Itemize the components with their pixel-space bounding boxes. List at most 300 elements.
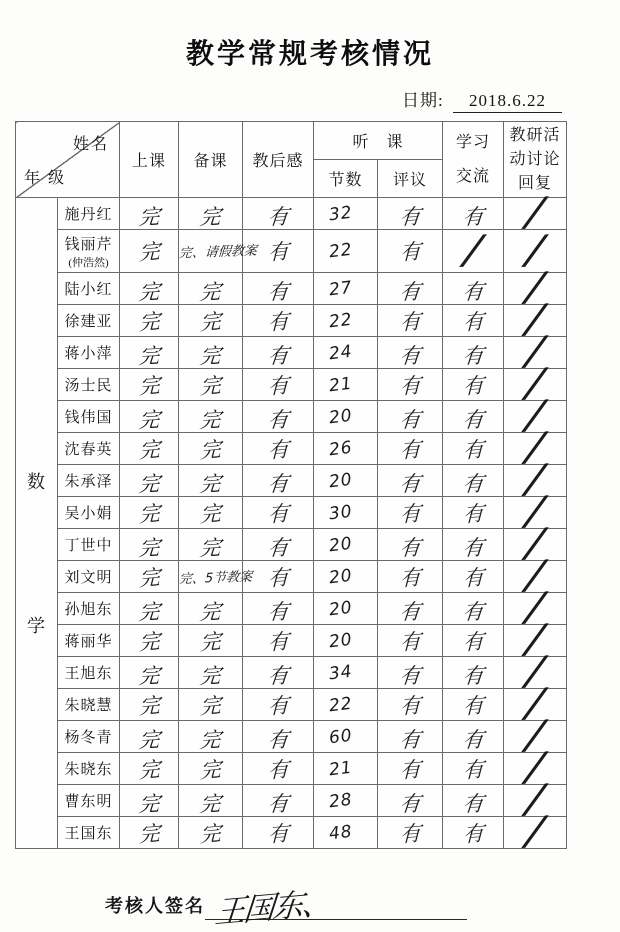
beike-cell: [179, 785, 243, 817]
shangke-cell: [120, 721, 179, 753]
grade-char-xue: 学: [27, 616, 46, 636]
pingyi-cell: [378, 689, 443, 721]
table-row: [16, 497, 567, 529]
date-label: 日期:: [402, 91, 444, 110]
hw-jieshu: 32: [327, 202, 354, 225]
jiaohougan-cell: [243, 817, 314, 849]
jiaoliu-cell: [443, 561, 504, 593]
hw-jieshu: 60: [327, 725, 354, 748]
jieshu-cell: [314, 689, 378, 721]
huifu-cell: [504, 657, 567, 689]
beike-cell: [179, 465, 243, 497]
hw-jiaohougan: 有: [266, 726, 290, 753]
slash-mark: ╱: [519, 368, 551, 401]
hw-jieshu: 22: [327, 239, 354, 263]
pingyi-cell: [378, 657, 443, 689]
hw-jiaohougan: 有: [266, 598, 290, 625]
jiaoliu-cell: [443, 401, 504, 433]
table-row: [16, 230, 567, 273]
corner-label-grade: 年 级: [24, 170, 67, 187]
table-row: [16, 198, 567, 230]
teacher-name: 王国东: [64, 826, 113, 842]
shangke-cell: [120, 433, 179, 465]
hw-pingyi: 有: [398, 534, 422, 561]
teacher-name: 钱丽芹: [64, 236, 113, 253]
slash-mark: ╱: [519, 464, 551, 497]
teacher-name: 沈春英: [64, 442, 113, 458]
huifu-cell: [504, 433, 567, 465]
beike-cell: [179, 401, 243, 433]
hw-jiaoliu: 有: [462, 372, 484, 399]
jieshu-cell: [314, 657, 378, 689]
hw-shangke: 完: [138, 820, 160, 847]
shangke-cell: [120, 401, 179, 433]
name-cell: [58, 401, 120, 433]
name-cell: [58, 305, 120, 337]
teacher-name: 丁世中: [64, 538, 113, 554]
jiaohougan-cell: [243, 657, 314, 689]
beike-cell: [179, 337, 243, 369]
hw-pingyi: 有: [398, 278, 422, 305]
table-row: [16, 625, 567, 657]
grade-vertical-label: [16, 408, 57, 638]
pingyi-cell: [378, 721, 443, 753]
date-row: [0, 86, 562, 113]
teacher-name: 朱承泽: [64, 474, 113, 490]
beike-cell: [179, 593, 243, 625]
teacher-name: 孙旭东: [64, 602, 113, 618]
huifu-cell: [504, 465, 567, 497]
hw-pingyi: 有: [399, 308, 421, 335]
shangke-cell: [120, 785, 179, 817]
pingyi-cell: [378, 433, 443, 465]
hw-pingyi: 有: [399, 628, 421, 655]
name-cell: [58, 561, 120, 593]
hw-pingyi: 有: [399, 436, 421, 463]
hw-beike: 完: [199, 372, 222, 399]
jiaohougan-cell: [243, 198, 314, 230]
hw-pingyi: 有: [399, 756, 421, 783]
huifu-cell: [504, 369, 567, 401]
slash-mark: ╱: [519, 688, 551, 721]
jiaoliu-cell: [443, 369, 504, 401]
shangke-cell: [120, 305, 179, 337]
slash-mark: ╱: [519, 197, 551, 230]
hw-beike: 完: [199, 820, 222, 847]
huifu-cell: [504, 625, 567, 657]
beike-cell: [179, 625, 243, 657]
hw-beike: 完: [199, 436, 222, 463]
hw-beike: 完: [198, 342, 222, 369]
jiaohougan-cell: [243, 785, 314, 817]
slash-mark: ╱: [519, 816, 551, 849]
slash-mark: ╱: [519, 400, 551, 433]
name-cell: [58, 497, 120, 529]
slash-mark: ╱: [519, 560, 551, 593]
hw-jiaohougan: 有: [267, 564, 289, 591]
hw-jieshu: 20: [327, 565, 354, 588]
beike-cell: [179, 753, 243, 785]
shangke-cell: [120, 689, 179, 721]
teacher-name: 刘文明: [64, 570, 113, 586]
hw-jiaoliu: 有: [461, 662, 485, 689]
hw-jiaoliu: 有: [461, 598, 485, 625]
huifu-cell: [504, 561, 567, 593]
name-cell: [58, 753, 120, 785]
hw-jieshu: 20: [327, 597, 354, 620]
hw-shangke: 完: [137, 598, 161, 625]
hw-jiaoliu: 有: [462, 628, 484, 655]
jieshu-cell: [314, 465, 378, 497]
shangke-cell: [120, 198, 179, 230]
name-cell: [58, 465, 120, 497]
hw-shangke: 完: [137, 406, 161, 433]
hw-shangke: 完: [137, 790, 161, 817]
jiaoliu-cell: [443, 593, 504, 625]
hw-jieshu: 28: [327, 789, 354, 812]
hw-beike: 完、5节教案: [178, 569, 253, 587]
huifu-cell: [504, 305, 567, 337]
name-cell: [58, 689, 120, 721]
pingyi-cell: [378, 273, 443, 305]
jiaoliu-cell: [443, 529, 504, 561]
hw-jiaohougan: 有: [266, 342, 290, 369]
hw-pingyi: 有: [399, 239, 421, 265]
name-cell: [58, 273, 120, 305]
hw-beike: 完: [198, 534, 222, 561]
shangke-cell: [120, 497, 179, 529]
hw-jiaohougan: 有: [266, 406, 290, 433]
table-row: [16, 337, 567, 369]
huifu-cell: [504, 753, 567, 785]
signature-handwriting: 王国东、: [213, 884, 333, 932]
hw-beike: 完: [198, 203, 222, 230]
hw-pingyi: 有: [398, 662, 422, 689]
beike-cell: [179, 689, 243, 721]
pingyi-cell: [378, 593, 443, 625]
jiaohougan-cell: [243, 689, 314, 721]
slash-mark: ╱: [519, 432, 551, 465]
table-row: [16, 721, 567, 753]
teacher-name: 施丹红: [64, 207, 113, 223]
pingyi-cell: [378, 305, 443, 337]
hw-beike: 完: [198, 598, 222, 625]
hw-beike: 完: [198, 790, 222, 817]
name-cell: [58, 433, 120, 465]
pingyi-cell: [378, 369, 443, 401]
hw-beike: 完: [199, 500, 222, 527]
shangke-cell: [120, 230, 179, 273]
jiaohougan-cell: [243, 273, 314, 305]
beike-cell: [179, 497, 243, 529]
hw-shangke: 完: [138, 436, 160, 463]
hw-jiaohougan: 有: [266, 534, 290, 561]
pingyi-cell: [378, 625, 443, 657]
hw-beike: 完: [199, 308, 222, 335]
jiaoliu-cell: [443, 689, 504, 721]
hw-jieshu: 22: [327, 693, 354, 716]
jieshu-cell: [314, 785, 378, 817]
slash-mark: ╱: [519, 656, 551, 689]
hw-shangke: 完: [137, 662, 161, 689]
huifu-cell: [504, 401, 567, 433]
jieshu-cell: [314, 721, 378, 753]
hw-shangke: 完: [138, 500, 160, 527]
hw-beike: 完: [198, 726, 222, 753]
jiaohougan-cell: [243, 753, 314, 785]
jiaohougan-cell: [243, 593, 314, 625]
table-row: [16, 817, 567, 849]
jieshu-cell: [314, 625, 378, 657]
hw-pingyi: 有: [398, 598, 422, 625]
hw-pingyi: 有: [399, 564, 421, 591]
table-row: [16, 753, 567, 785]
jieshu-cell: [314, 273, 378, 305]
hw-pingyi: 有: [398, 342, 422, 369]
hw-shangke: 完: [137, 534, 161, 561]
huifu-cell: [504, 817, 567, 849]
hw-jiaohougan: 有: [266, 470, 290, 497]
jieshu-cell: [314, 561, 378, 593]
jiaohougan-cell: [243, 721, 314, 753]
beike-cell: [179, 305, 243, 337]
corner-label-name: 姓名: [72, 136, 109, 153]
jiaoliu-cell: [443, 273, 504, 305]
shangke-cell: [120, 561, 179, 593]
slash-mark: ╱: [519, 720, 551, 753]
hw-jiaoliu: 有: [462, 564, 484, 591]
jiaohougan-cell: [243, 625, 314, 657]
table-row: [16, 785, 567, 817]
hw-jiaohougan: 有: [266, 203, 290, 230]
jieshu-cell: [314, 593, 378, 625]
teacher-name: 曹东明: [64, 794, 113, 810]
pingyi-cell: [378, 753, 443, 785]
teacher-name: 杨冬青: [64, 730, 113, 746]
huifu-cell: [504, 529, 567, 561]
hw-beike: 完: [199, 756, 222, 783]
hw-shangke: 完: [138, 308, 160, 335]
name-cell: [58, 721, 120, 753]
pingyi-cell: [378, 465, 443, 497]
jiaoliu-cell: [443, 433, 504, 465]
table-row: [16, 657, 567, 689]
teacher-name: 陆小红: [64, 282, 113, 298]
beike-cell: [178, 561, 253, 593]
huifu-cell: [504, 593, 567, 625]
hw-pingyi: 有: [398, 790, 422, 817]
hw-jiaohougan: 有: [267, 372, 289, 399]
grade-merged-cell: [16, 198, 58, 849]
slash-mark: ╱: [519, 234, 551, 268]
hw-jiaoliu: 有: [461, 470, 485, 497]
hw-shangke: 完: [137, 470, 161, 497]
jiaoliu-cell: [443, 817, 504, 849]
shangke-cell: [120, 753, 179, 785]
beike-cell: [179, 817, 243, 849]
huifu-cell: [504, 198, 567, 230]
hw-jiaohougan: 有: [267, 628, 289, 655]
slash-mark: ╱: [519, 528, 551, 561]
col-header-shangke: 上课: [120, 122, 179, 198]
hw-jiaohougan: 有: [266, 662, 290, 689]
hw-jieshu: 20: [327, 629, 354, 652]
col-header-jieshu: 节数: [314, 160, 378, 198]
pingyi-cell: [378, 497, 443, 529]
slash-mark: ╱: [519, 784, 551, 817]
hw-jiaohougan: 有: [266, 790, 290, 817]
hw-pingyi: 有: [398, 203, 422, 230]
pingyi-cell: [378, 401, 443, 433]
name-cell: [58, 198, 120, 230]
jiaoliu-cell: [443, 198, 504, 230]
hw-jiaoliu: 有: [461, 406, 485, 433]
jiaoliu-cell: [443, 230, 504, 273]
hw-jiaohougan: 有: [267, 436, 289, 463]
hw-shangke: 完: [138, 564, 160, 591]
hw-pingyi: 有: [399, 372, 421, 399]
hw-jiaohougan: 有: [267, 500, 289, 527]
slash-mark: ╱: [519, 336, 551, 369]
hw-jiaohougan: 有: [266, 278, 290, 305]
hw-jieshu: 30: [327, 501, 354, 524]
beike-cell: [179, 198, 243, 230]
hw-shangke: 完: [138, 756, 160, 783]
hw-jiaoliu: 有: [461, 203, 485, 230]
huifu-cell: [504, 689, 567, 721]
hw-shangke: 完: [137, 203, 161, 230]
teacher-name: 蒋丽华: [64, 634, 113, 650]
shangke-cell: [120, 817, 179, 849]
jiaohougan-cell: [243, 561, 314, 593]
hw-pingyi: 有: [399, 692, 421, 719]
jieshu-cell: [314, 497, 378, 529]
hw-jiaohougan: 有: [267, 756, 289, 783]
beike-cell: [179, 369, 243, 401]
pingyi-cell: [378, 817, 443, 849]
hw-jieshu: 48: [327, 821, 354, 844]
hw-pingyi: 有: [399, 820, 421, 847]
jiaoliu-cell: [443, 785, 504, 817]
teacher-name: 朱晓慧: [64, 698, 113, 714]
jiaoliu-cell: [443, 497, 504, 529]
jiaoliu-cell: [443, 337, 504, 369]
jiaohougan-cell: [243, 465, 314, 497]
grade-char-shu: 数: [27, 472, 46, 492]
hw-jiaoliu: 有: [461, 726, 485, 753]
corner-diagonal-cell: [16, 122, 120, 198]
hw-jiaoliu: 有: [461, 278, 485, 305]
hw-jiaoliu: 有: [462, 308, 484, 335]
hw-shangke: 完: [137, 726, 161, 753]
shangke-cell: [120, 273, 179, 305]
jieshu-cell: [314, 817, 378, 849]
hw-jieshu: 34: [327, 661, 354, 684]
hw-beike: 完、请假教案: [178, 243, 258, 262]
jiaohougan-cell: [243, 401, 314, 433]
pingyi-cell: [378, 785, 443, 817]
hw-beike: 完: [198, 470, 222, 497]
name-cell: [58, 625, 120, 657]
jieshu-cell: [314, 198, 378, 230]
col-header-tingke: 听 课: [314, 122, 443, 160]
name-cell: [58, 337, 120, 369]
jieshu-cell: [314, 230, 378, 273]
col-header-pingyi: 评议: [378, 160, 443, 198]
jiaoliu-cell: [443, 753, 504, 785]
hw-beike: 完: [198, 406, 222, 433]
shangke-cell: [120, 657, 179, 689]
hw-shangke: 完: [137, 278, 161, 305]
jieshu-cell: [314, 305, 378, 337]
hw-jiaohougan: 有: [267, 308, 289, 335]
beike-cell: [179, 273, 243, 305]
hw-jiaoliu: 有: [461, 790, 485, 817]
huifu-cell: [504, 721, 567, 753]
hw-pingyi: 有: [398, 470, 422, 497]
table-row: [16, 529, 567, 561]
jieshu-cell: [314, 433, 378, 465]
hw-shangke: 完: [138, 628, 160, 655]
date-value: 2018.6.22: [453, 91, 562, 113]
hw-jiaoliu: 有: [462, 820, 484, 847]
name-cell: [58, 657, 120, 689]
hw-jieshu: 21: [327, 757, 354, 780]
hw-jieshu: 20: [327, 405, 354, 428]
hw-beike: 完: [199, 628, 222, 655]
shangke-cell: [120, 593, 179, 625]
hw-shangke: 完: [138, 692, 160, 719]
beike-cell: [179, 433, 243, 465]
jiaohougan-cell: [243, 337, 314, 369]
huifu-cell: [504, 337, 567, 369]
pingyi-cell: [378, 337, 443, 369]
hw-jieshu: 24: [327, 341, 354, 364]
jiaoliu-cell: [443, 721, 504, 753]
hw-beike: 完: [198, 662, 222, 689]
jiaoliu-cell: [443, 657, 504, 689]
shangke-cell: [120, 369, 179, 401]
hw-jieshu: 27: [327, 277, 354, 300]
hw-jiaoliu: 有: [462, 436, 484, 463]
pingyi-cell: [378, 561, 443, 593]
slash-mark: ╱: [519, 592, 551, 625]
shangke-cell: [120, 337, 179, 369]
jiaoliu-cell: [443, 305, 504, 337]
shangke-cell: [120, 625, 179, 657]
beike-cell: [179, 529, 243, 561]
header-row-1: [16, 122, 567, 160]
col-header-jiaohougan: 教后感: [243, 122, 314, 198]
table-row: [16, 273, 567, 305]
hw-jiaohougan: 有: [267, 692, 289, 719]
jiaohougan-cell: [243, 497, 314, 529]
shangke-cell: [120, 465, 179, 497]
hw-jiaoliu: 有: [462, 500, 484, 527]
hw-jieshu: 20: [327, 469, 354, 492]
name-cell: [58, 593, 120, 625]
teacher-name-note: (仲浩然): [68, 256, 109, 269]
jiaohougan-cell: [243, 369, 314, 401]
beike-cell: [179, 721, 243, 753]
beike-cell: [178, 230, 258, 273]
jieshu-cell: [314, 753, 378, 785]
teacher-name: 钱伟国: [64, 410, 113, 426]
teacher-name: 王旭东: [64, 666, 113, 682]
pingyi-cell: [378, 529, 443, 561]
hw-jieshu: 21: [327, 373, 354, 396]
pingyi-cell: [378, 230, 443, 273]
